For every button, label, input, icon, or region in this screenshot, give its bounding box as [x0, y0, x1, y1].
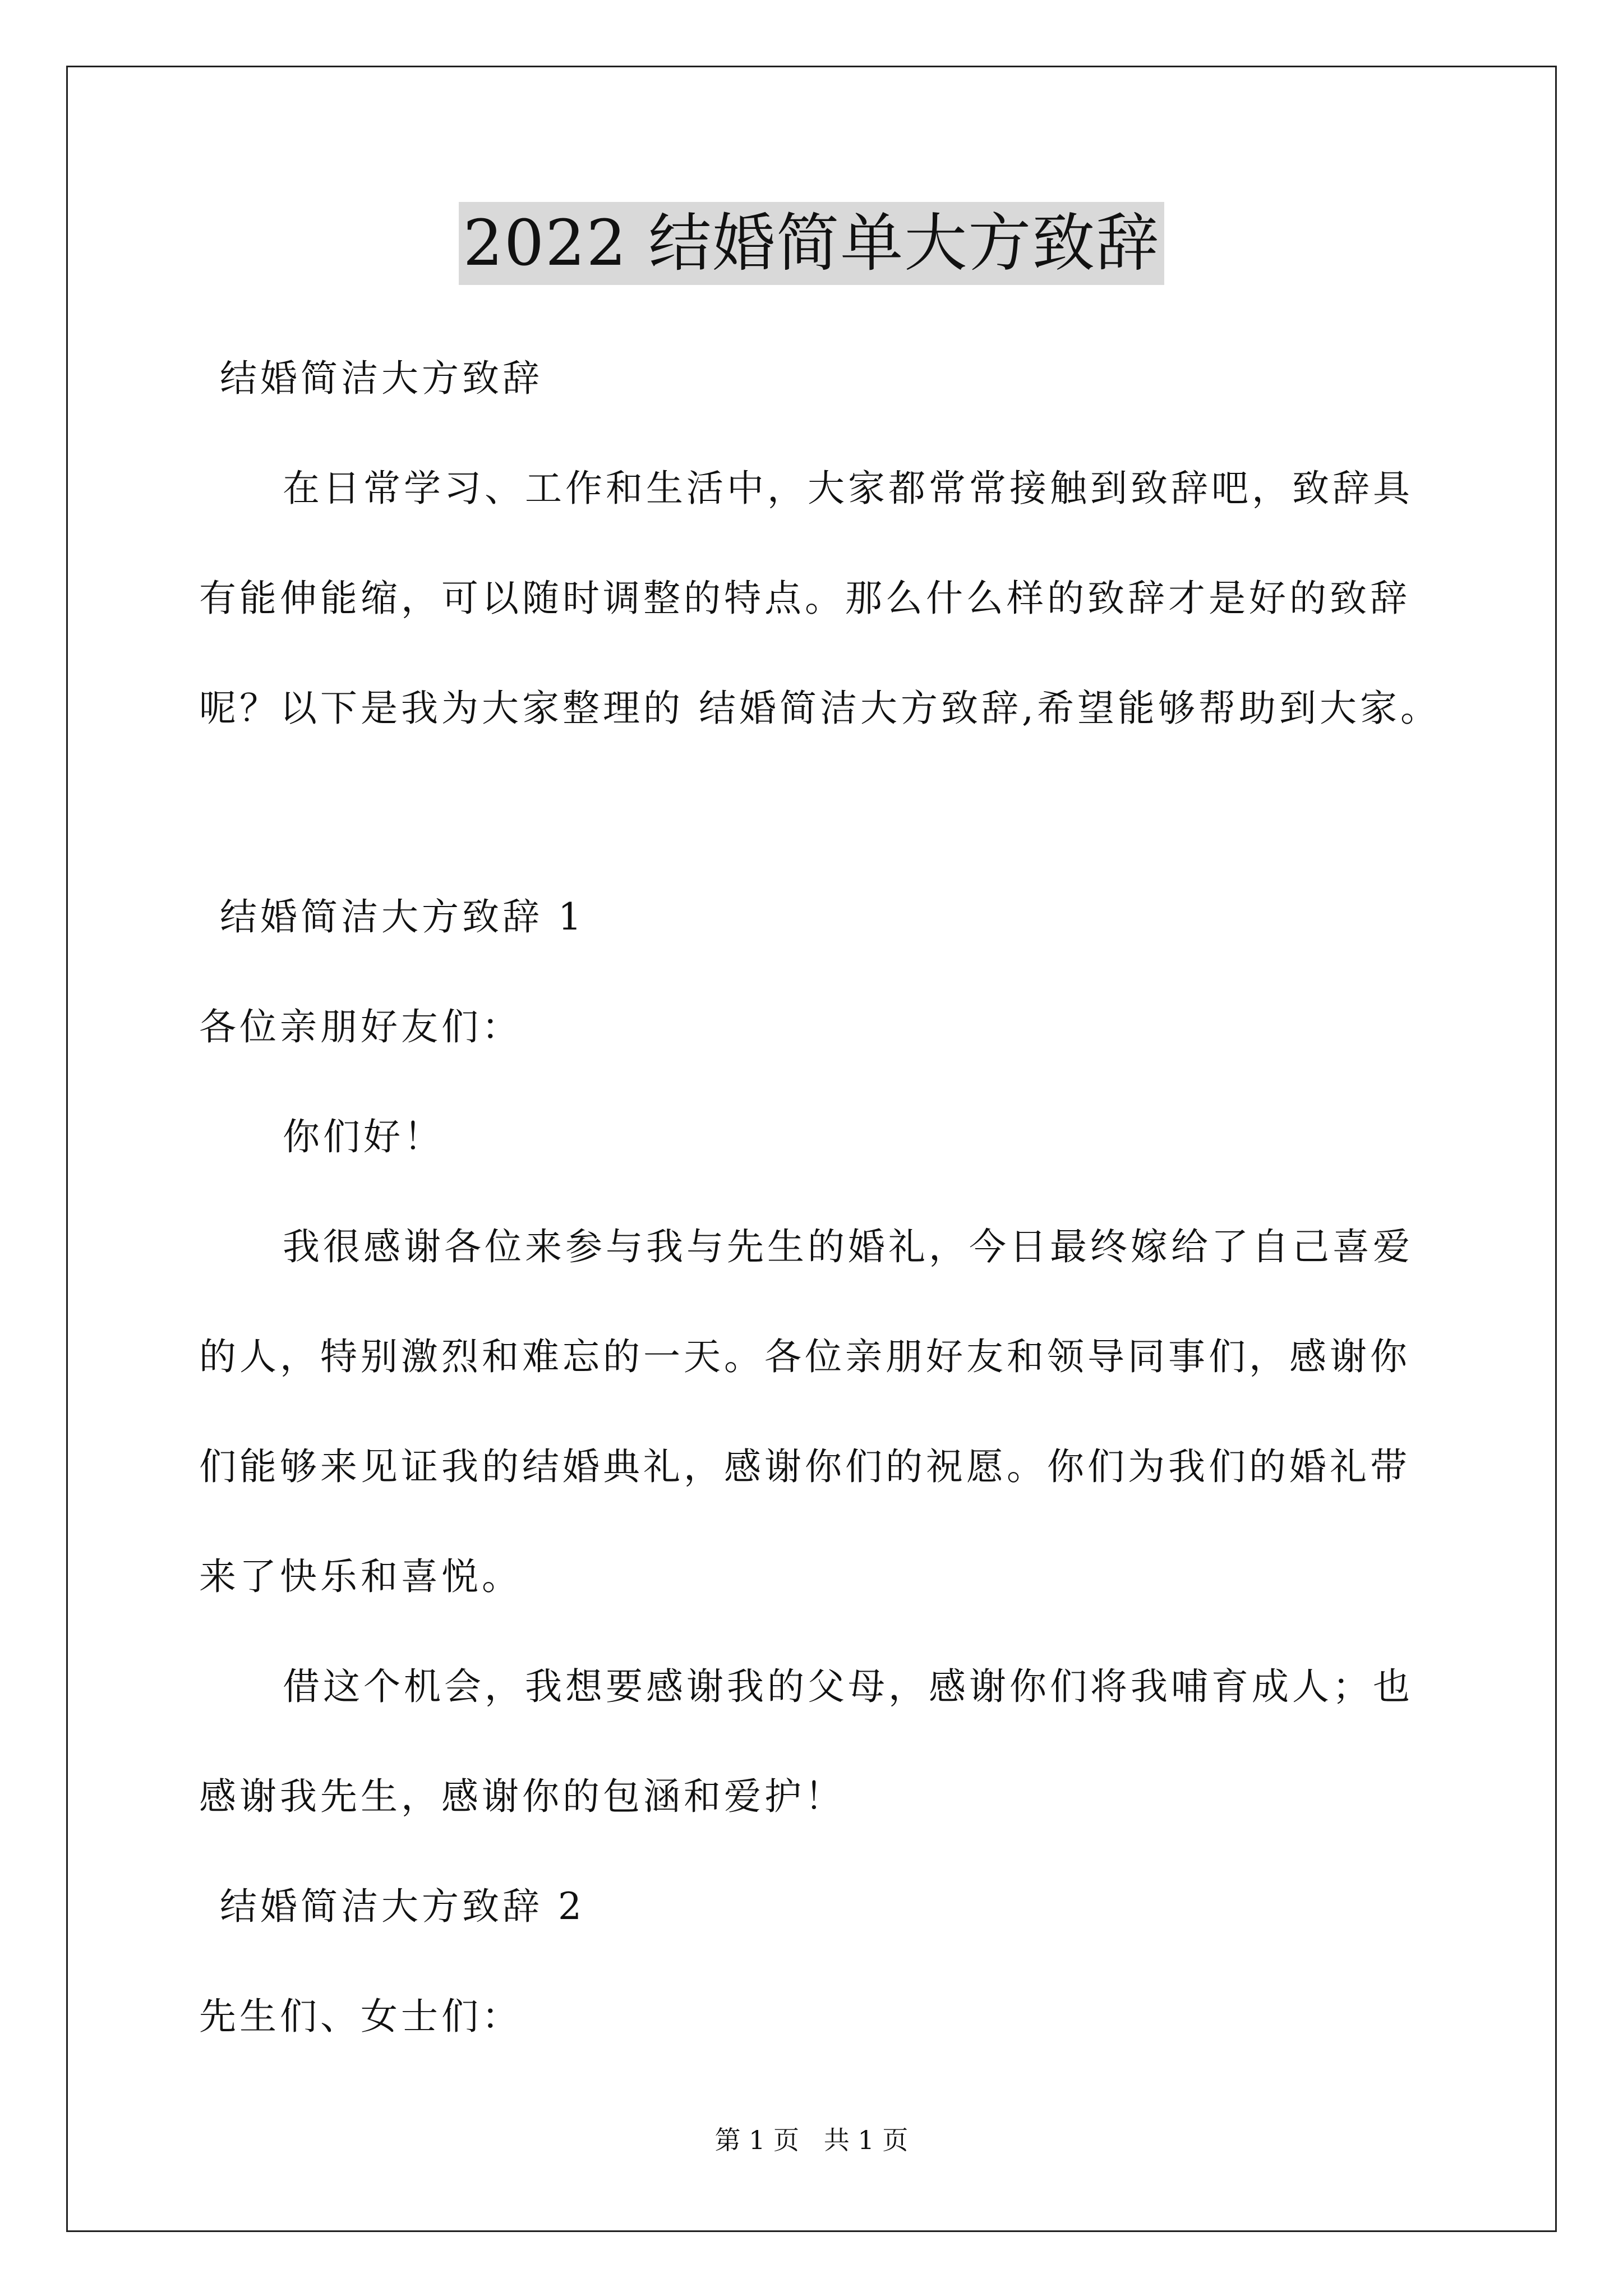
- page-footer: 第 1 页 共 1 页: [714, 2125, 909, 2155]
- document-title: 2022 结婚简单大方致辞: [459, 202, 1165, 285]
- section1-heading: 结婚简洁大方致辞 1: [220, 895, 585, 938]
- document-subtitle: 结婚简洁大方致辞: [220, 357, 543, 400]
- section2-heading: 结婚简洁大方致辞 2: [220, 1885, 585, 1928]
- section1-salutation: 各位亲朋好友们：: [199, 1005, 522, 1048]
- section1-greeting: 你们好！: [283, 1115, 444, 1158]
- section1-p1-line-1: 我很感谢各位来参与我与先生的婚礼，今日最终嫁给了自己喜爱: [283, 1225, 1413, 1268]
- title-container: [0, 202, 1623, 285]
- intro-line-3: 呢？以下是我为大家整理的 结婚简洁大方致辞,希望能够帮助到大家。: [199, 687, 1441, 730]
- section1-p2-line-1: 借这个机会，我想要感谢我的父母，感谢你们将我哺育成人；也: [283, 1665, 1413, 1708]
- section1-p1-line-3: 们能够来见证我的结婚典礼，感谢你们的祝愿。你们为我们的婚礼带: [199, 1445, 1410, 1488]
- intro-line-1: 在日常学习、工作和生活中，大家都常常接触到致辞吧，致辞具: [283, 467, 1413, 510]
- section1-p2-line-2: 感谢我先生，感谢你的包涵和爱护！: [199, 1775, 845, 1818]
- intro-line-2: 有能伸能缩，可以随时调整的特点。那么什么样的致辞才是好的致辞: [199, 577, 1410, 620]
- section1-p1-line-2: 的人，特别激烈和难忘的一天。各位亲朋好友和领导同事们，感谢你: [199, 1335, 1410, 1378]
- section2-salutation: 先生们、女士们：: [199, 1995, 522, 2038]
- section1-p1-line-4: 来了快乐和喜悦。: [199, 1555, 522, 1598]
